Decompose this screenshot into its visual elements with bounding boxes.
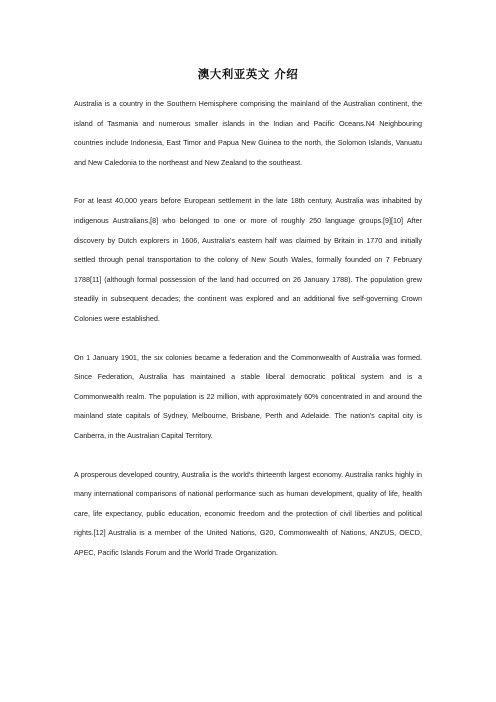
document-title: 澳大利亚英文 介绍 xyxy=(197,67,299,81)
paragraph: On 1 January 1901, the six colonies became a federation and the Commonwealth of Australia was formed. Since Federation, Australia has maintained a stable liberal democratic political system and is a Commonwealth realm. The population is 22 million, with approximately 60% concentrated in and around the mainland state capitals of Sydney, Melbourne, Brisbane, Perth and Adelaide. The nation's capital city is Canberra, in the Australian Capital Territory. xyxy=(74,352,422,440)
document-body xyxy=(74,94,422,581)
paragraph: Australia is a country in the Southern Hemisphere comprising the mainland of the Australian continent, the island of Tasmania and numerous smaller islands in the Indian and Pacific Oceans.N4 Neighbouring countries include Indonesia, East Timor and Papua New Guinea to the north, the Solomon Islands, Vanuatu and New Caledonia to the northeast and New Zealand to the southeast. xyxy=(74,99,422,167)
paragraph: For at least 40,000 years before European settlement in the late 18th century, Australia was inhabited by indigenous Australians,[8] who belonged to one or more of roughly 250 language groups.[9][10] After discovery by Dutch explorers in 1606, Australia's eastern half was claimed by Britain in 1770 and initially settled through penal transportation to the colony of New South Wales, formally founded on 7 February 1788[11] (although formal possession of the land had occurred on 26 January 1788). The population grew steadily in subsequent decades; the continent was explored and an additional five self-governing Crown Colonies were established. xyxy=(74,196,422,323)
paragraph: A prosperous developed country, Australia is the world's thirteenth largest economy. Australia ranks highly in many international comparisons of national performance such as human development, quality of life, health care, life expectancy, public education, economic freedom and the protection of civil liberties and political rights.[12] Australia is a member of the United Nations, G20, Commonwealth of Nations, ANZUS, OECD, APEC, Pacific Islands Forum and the World Trade Organization. xyxy=(74,469,422,557)
